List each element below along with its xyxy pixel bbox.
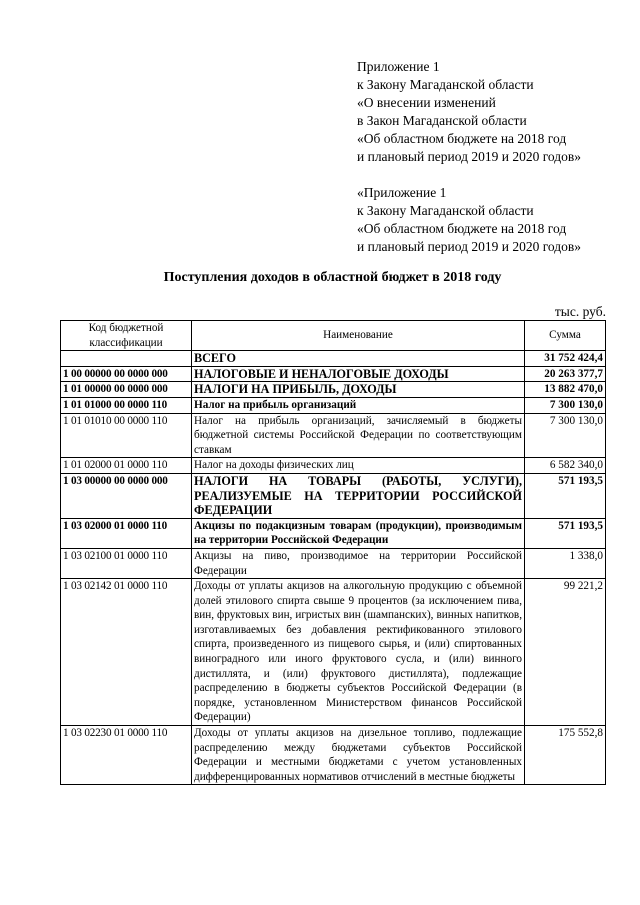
- table-row: [61, 579, 606, 726]
- row-name: Доходы от уплаты акцизов на алкогольную продукцию с объемной долей этилового спирта свыше 9 процентов (за исключением пива, вин, фруктовых вин, игристых вин (шампанских), винных напитков, изготавливаемых без добавления ректификованного этилового спирта, произведенного из пищевого сырья, и (или) спиртованных виноградного или иного фруктового сусла, и (или) винного дистиллята, и (или) фруктового дистиллята), подлежащие распределению в бюджеты субъектов Российской Федерации (в порядке, установленном Министерством финансов Российской Федерации): [192, 579, 525, 726]
- row-name: ВСЕГО: [192, 351, 525, 367]
- table-row: [61, 458, 606, 474]
- table-row: [61, 366, 606, 382]
- row-code: 1 00 00000 00 0000 000: [61, 366, 192, 382]
- table-header-row: [61, 321, 606, 351]
- table-row: [61, 351, 606, 367]
- row-sum: 175 552,8: [525, 726, 606, 785]
- table-row: [61, 726, 606, 785]
- header-line: и плановый период 2019 и 2020 годов»: [357, 149, 582, 164]
- row-code: 1 03 00000 00 0000 000: [61, 473, 192, 518]
- row-name: Налог на доходы физических лиц: [192, 458, 525, 474]
- row-code: 1 01 00000 00 0000 000: [61, 382, 192, 398]
- table-row: [61, 518, 606, 548]
- header-sum: Сумма: [525, 321, 606, 351]
- row-code: 1 03 02000 01 0000 110: [61, 518, 192, 548]
- row-code: 1 03 02230 01 0000 110: [61, 726, 192, 785]
- row-name: НАЛОГИ НА ТОВАРЫ (РАБОТЫ, УСЛУГИ), РЕАЛИЗУЕМЫЕ НА ТЕРРИТОРИИ РОССИЙСКОЙ ФЕДЕРАЦИИ: [192, 473, 525, 518]
- row-code: 1 01 02000 01 0000 110: [61, 458, 192, 474]
- row-code: [61, 351, 192, 367]
- table-row: [61, 473, 606, 518]
- header-line: к Закону Магаданской области: [357, 77, 534, 92]
- row-name: Налог на прибыль организаций, зачисляемый в бюджеты бюджетной системы Российской Федерации по соответствующим ставкам: [192, 413, 525, 458]
- row-name: Доходы от уплаты акцизов на дизельное топливо, подлежащие распределению между бюджетами субъектов Российской Федерации и местными бюджетами с учетом установленных дифференцированных нормативов отчислений в местные бюджеты: [192, 726, 525, 785]
- row-code: 1 01 01000 00 0000 110: [61, 397, 192, 413]
- row-name: Акцизы по подакцизным товарам (продукции), производимым на территории Российской Федерации: [192, 518, 525, 548]
- row-sum: 7 300 130,0: [525, 413, 606, 458]
- row-sum: 20 263 377,7: [525, 366, 606, 382]
- header-line: «Приложение 1: [357, 185, 447, 200]
- header-line: Приложение 1: [357, 59, 440, 74]
- row-name: Налог на прибыль организаций: [192, 397, 525, 413]
- row-code: 1 03 02100 01 0000 110: [61, 548, 192, 578]
- header-line: «Об областном бюджете на 2018 год: [357, 221, 567, 236]
- row-sum: 571 193,5: [525, 473, 606, 518]
- revenue-table: [60, 320, 606, 785]
- header-line: к Закону Магаданской области: [357, 203, 534, 218]
- row-sum: 6 582 340,0: [525, 458, 606, 474]
- header-line: «О внесении изменений: [357, 95, 496, 110]
- header-name: Наименование: [192, 321, 525, 351]
- row-sum: 31 752 424,4: [525, 351, 606, 367]
- table-row: [61, 382, 606, 398]
- header-line: и плановый период 2019 и 2020 годов»: [357, 239, 582, 254]
- row-code: 1 03 02142 01 0000 110: [61, 579, 192, 726]
- header-code: Код бюджетной классификации: [61, 321, 192, 351]
- units-label: тыс. руб.: [554, 304, 606, 319]
- table-row: [61, 548, 606, 578]
- row-sum: 7 300 130,0: [525, 397, 606, 413]
- header-line: в Закон Магаданской области: [357, 113, 527, 128]
- table-row: [61, 413, 606, 458]
- row-code: 1 01 01010 00 0000 110: [61, 413, 192, 458]
- row-sum: 571 193,5: [525, 518, 606, 548]
- row-sum: 99 221,2: [525, 579, 606, 726]
- row-name: НАЛОГИ НА ПРИБЫЛЬ, ДОХОДЫ: [192, 382, 525, 398]
- table-row: [61, 397, 606, 413]
- header-line: «Об областном бюджете на 2018 год: [357, 131, 567, 146]
- header-gap: [357, 166, 627, 184]
- row-sum: 1 338,0: [525, 548, 606, 578]
- row-name: Акцизы на пиво, производимое на территории Российской Федерации: [192, 548, 525, 578]
- row-name: НАЛОГОВЫЕ И НЕНАЛОГОВЫЕ ДОХОДЫ: [192, 366, 525, 382]
- appendix-header: [357, 58, 627, 256]
- document-title: Поступления доходов в областной бюджет в 2018 году: [163, 270, 502, 285]
- row-sum: 13 882 470,0: [525, 382, 606, 398]
